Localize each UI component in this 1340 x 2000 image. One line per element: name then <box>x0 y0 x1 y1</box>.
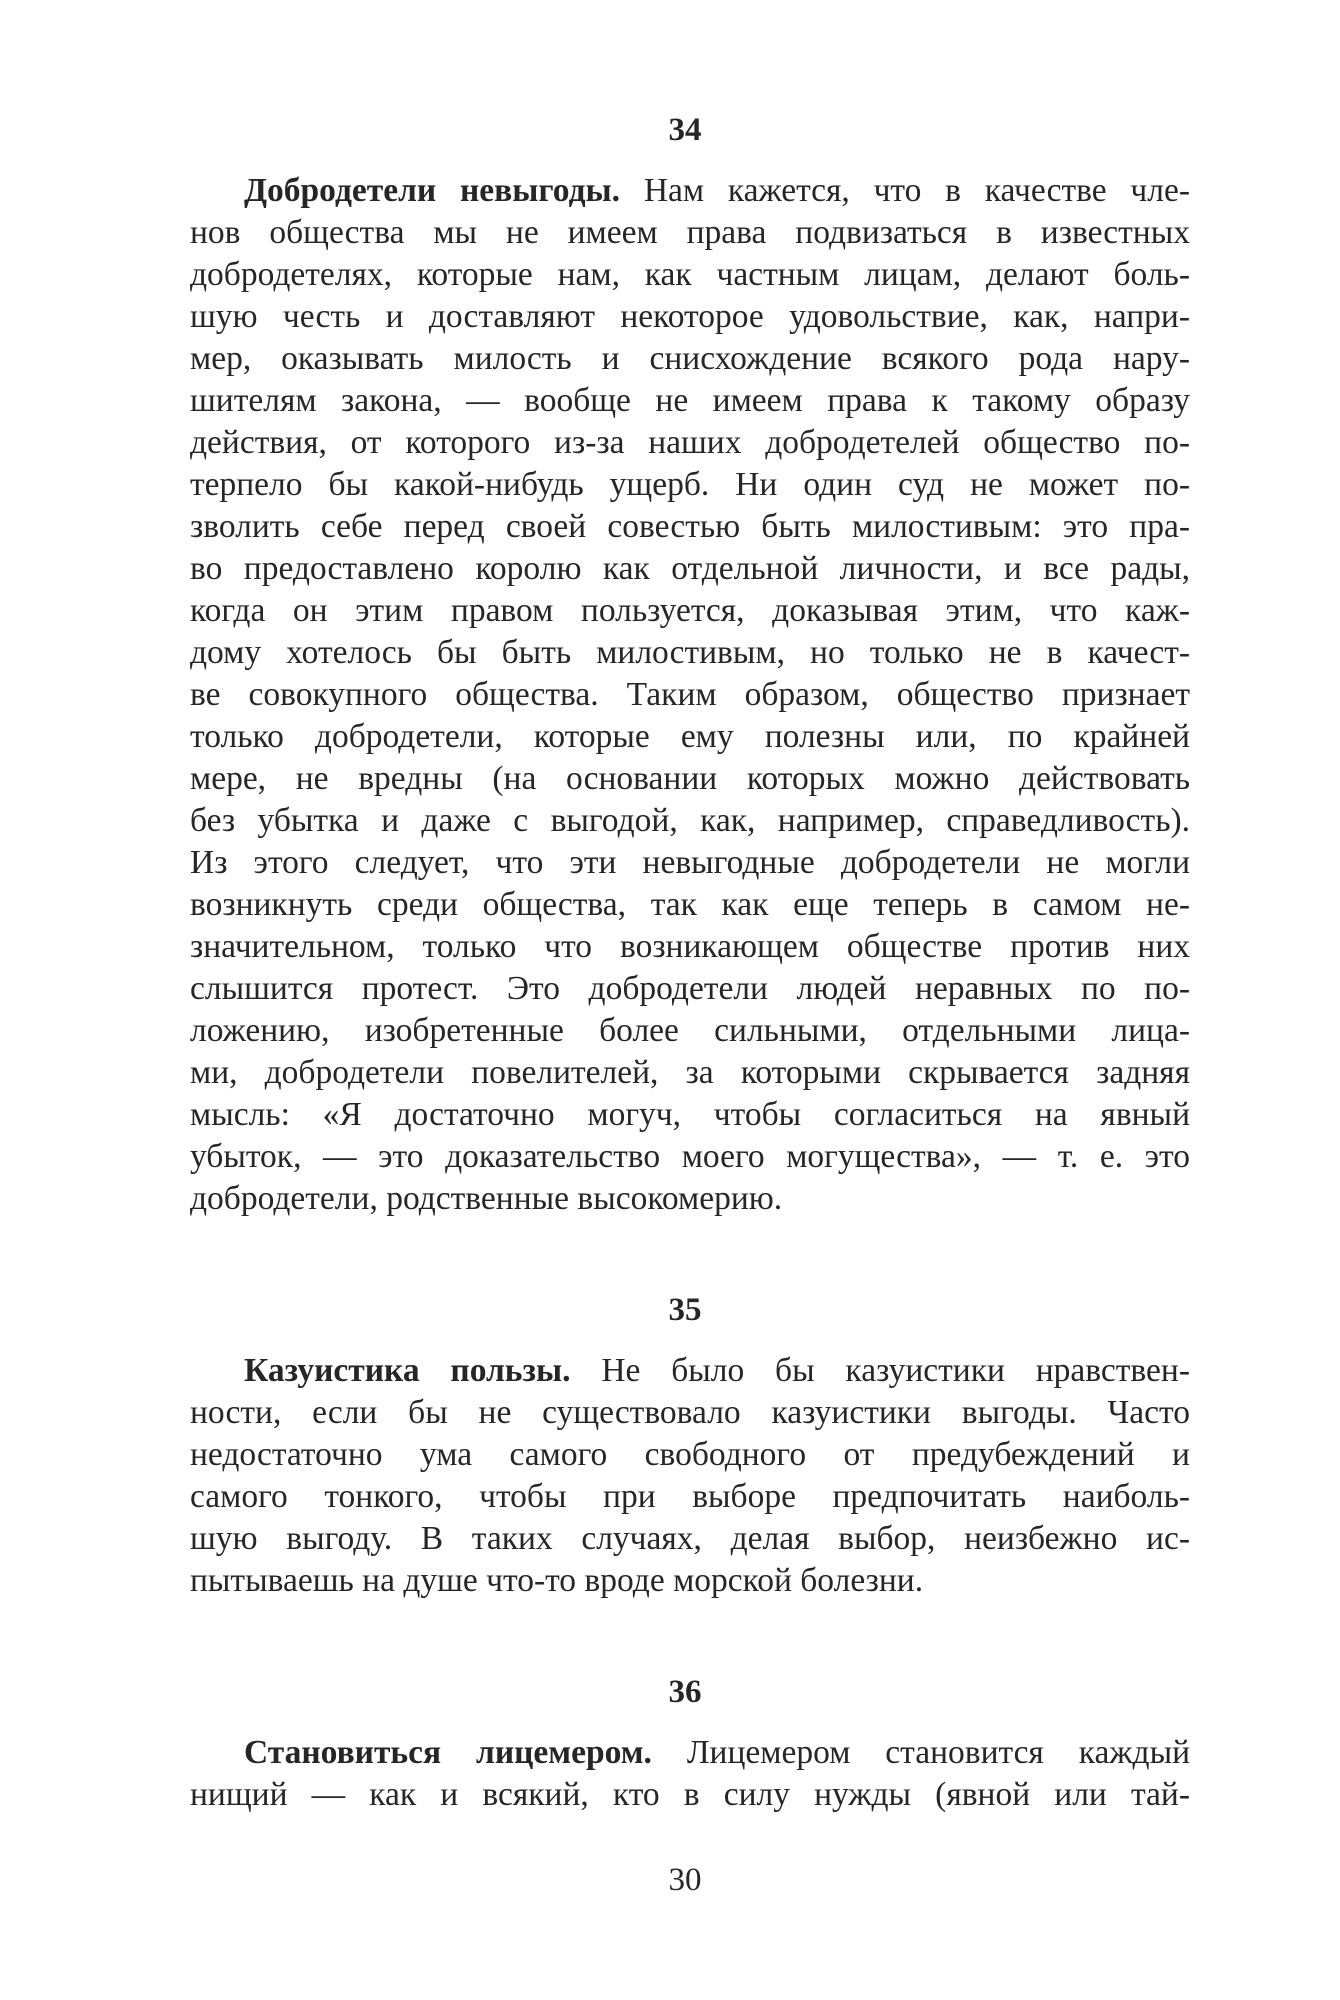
paragraph-line: самого тонкого, чтобы при выборе предпочитать наиболь- <box>190 1478 1190 1515</box>
section-number-36: 36 <box>668 1674 702 1710</box>
paragraph-line: пытываешь на душе что-то вроде морской болезни. <box>190 1562 924 1599</box>
paragraph-line: шую выгоду. В таких случаях, делая выбор, неизбежно ис- <box>190 1520 1190 1557</box>
paragraph-line: ве совокупного общества. Таким образом, общество признает <box>190 676 1190 713</box>
paragraph-line: добродетелях, которые нам, как частным лицам, делают боль- <box>190 256 1190 293</box>
paragraph-line: нов общества мы не имеем права подвизаться в известных <box>190 214 1190 251</box>
paragraph-line: шителям закона, — вообще не имеем права к такому образу <box>190 382 1190 419</box>
paragraph-line: мер, оказывать милость и снисхождение всякого рода нару- <box>190 340 1190 377</box>
paragraph-line: дому хотелось бы быть милостивым, но только не в качест- <box>190 634 1190 671</box>
paragraph-line: без убытка и даже с выгодой, как, например, справедливость). <box>190 802 1190 839</box>
section-number-35: 35 <box>668 1292 702 1328</box>
section-heading-36: Становиться лицемером. <box>244 1734 652 1771</box>
paragraph-line: только добродетели, которые ему полезны или, по крайней <box>190 718 1190 755</box>
paragraph-line: Казуистика пользы. Не было бы казуистики нравствен- <box>244 1352 1190 1389</box>
section-heading-34: Добродетели невыгоды. <box>244 172 621 209</box>
paragraph-line: Из этого следует, что эти невыгодные добродетели не могли <box>190 844 1190 881</box>
paragraph-line: действия, от которого из-за наших добродетелей общество по- <box>190 424 1190 461</box>
paragraph-line: Добродетели невыгоды. Нам кажется, что в качестве чле- <box>244 172 1190 209</box>
paragraph-line: когда он этим правом пользуется, доказывая этим, что каж- <box>190 592 1190 629</box>
section-heading-35: Казуистика пользы. <box>244 1352 571 1389</box>
paragraph-line: нищий — как и всякий, кто в силу нужды (явной или тай- <box>190 1776 1190 1813</box>
paragraph-line: слышится протест. Это добродетели людей неравных по по- <box>190 970 1190 1007</box>
paragraph-line: мысль: «Я достаточно могуч, чтобы согласиться на явный <box>190 1096 1190 1133</box>
paragraph-line: ложению, изобретенные более сильными, отдельными лица- <box>190 1012 1190 1049</box>
paragraph-line: шую честь и доставляют некоторое удовольствие, как, напри- <box>190 298 1190 335</box>
paragraph-line: терпело бы какой-нибудь ущерб. Ни один суд не может по- <box>190 466 1190 503</box>
paragraph-line: Становиться лицемером. Лицемером становится каждый <box>244 1734 1191 1771</box>
page-number: 30 <box>668 1862 702 1898</box>
paragraph-line: мере, не вредны (на основании которых можно действовать <box>190 760 1190 797</box>
paragraph-line: ми, добродетели повелителей, за которыми скрывается задняя <box>190 1054 1190 1091</box>
paragraph-line: значительном, только что возникающем обществе против них <box>190 928 1190 965</box>
section-number-34: 34 <box>668 112 702 148</box>
paragraph-line: убыток, — это доказательство моего могущества», — т. е. это <box>190 1138 1190 1175</box>
paragraph-line: недостаточно ума самого свободного от предубеждений и <box>190 1436 1190 1473</box>
paragraph-line: добродетели, родственные высокомерию. <box>190 1180 783 1217</box>
paragraph-line: зволить себе перед своей совестью быть милостивым: это пра- <box>190 508 1190 545</box>
paragraph-line: возникнуть среди общества, так как еще теперь в самом не- <box>190 886 1190 923</box>
paragraph-line: во предоставлено королю как отдельной личности, и все рады, <box>190 550 1190 587</box>
paragraph-line: ности, если бы не существовало казуистики выгоды. Часто <box>190 1394 1190 1431</box>
